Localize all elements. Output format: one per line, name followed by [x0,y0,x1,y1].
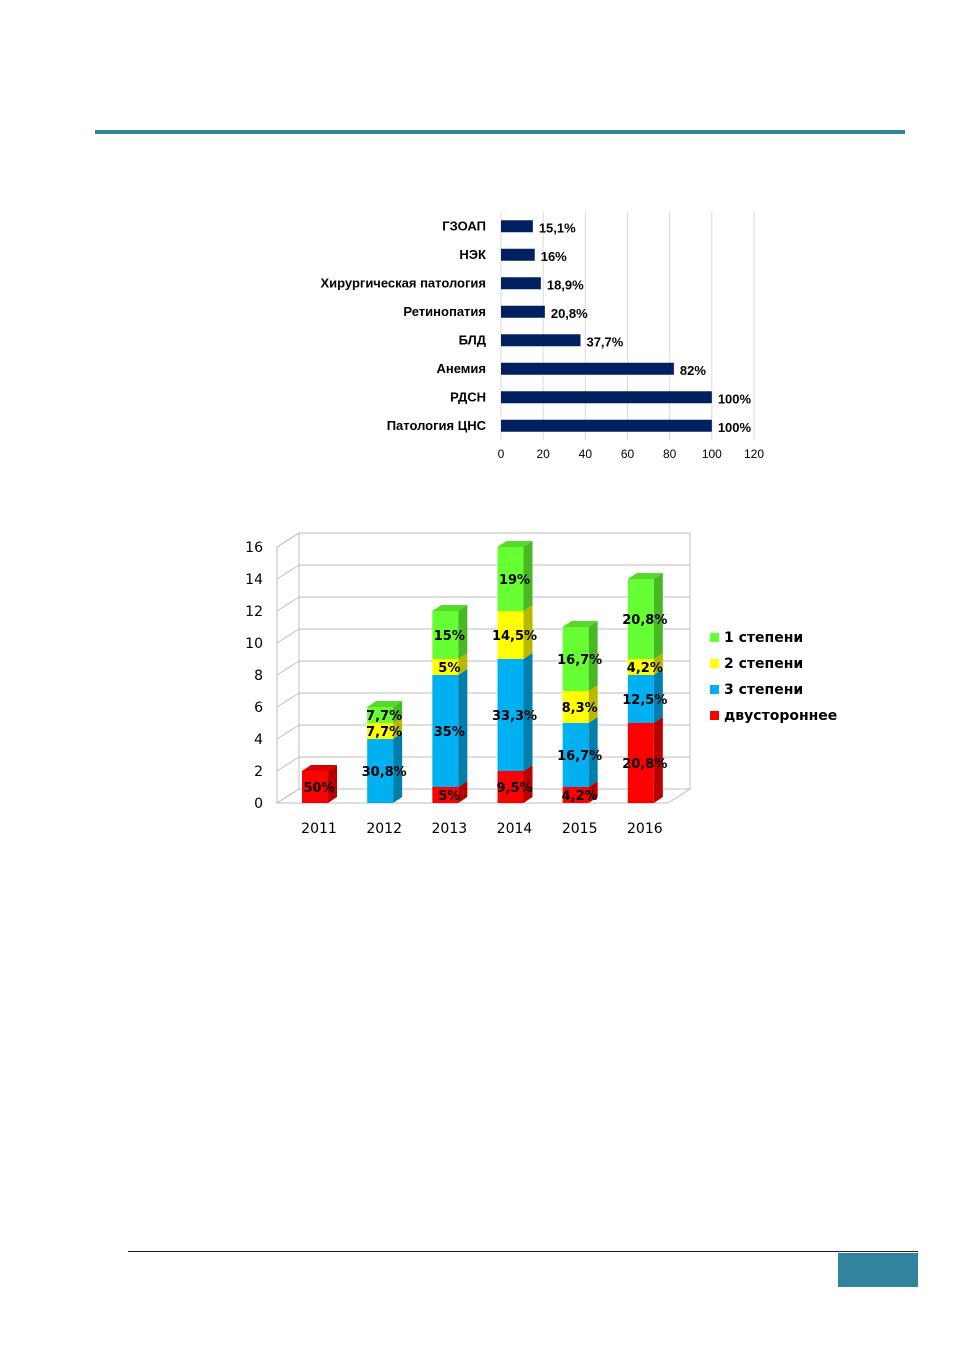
x-tick-label: 2016 [627,821,663,837]
gridline [277,533,690,547]
bar [501,277,541,289]
value-label: 37,7% [586,334,624,350]
legend-swatch [710,685,719,694]
gridline [277,565,690,579]
segment-label: 9,5% [496,781,533,796]
category-label: НЭК [459,246,486,262]
category-label: БЛД [458,332,486,348]
y-tick-label: 16 [245,540,263,556]
complications-bar-chart [250,200,810,480]
bar [501,249,535,261]
x-tick-label: 2013 [431,821,468,837]
legend-label: 1 степени [724,630,804,646]
y-tick-label: 6 [254,700,263,716]
segment-label: 4,2% [626,661,663,676]
category-label: ГЗОАП [442,218,486,234]
bar [501,220,533,232]
bar [501,363,674,375]
legend-label: 3 степени [724,682,804,698]
value-label: 20,8% [550,305,588,321]
bar [501,391,712,403]
y-tick-label: 8 [254,668,263,684]
value-label: 100% [717,391,752,407]
legend-label: двустороннее [724,708,838,724]
value-label: 100% [717,419,752,435]
value-label: 82% [679,362,706,378]
x-tick-label: 120 [743,447,765,461]
segment-label: 16,7% [557,749,603,764]
legend-label: 2 степени [724,656,804,672]
hearing-loss-stacked-chart [225,525,865,855]
x-tick-label: 2012 [366,821,402,837]
x-tick-label: 2014 [496,821,533,837]
bar [501,334,580,346]
y-tick-label: 12 [245,604,263,620]
segment-label: 8,3% [561,701,598,716]
x-tick-label: 0 [497,447,505,461]
header-rule [95,130,905,134]
y-tick-label: 4 [254,732,263,748]
category-label: Хирургическая патология [320,275,486,291]
segment-label: 16,7% [557,653,603,668]
y-tick-label: 2 [254,764,263,780]
segment-label: 4,2% [561,789,598,804]
segment-label: 50% [303,781,335,796]
segment-label: 19% [498,573,531,588]
segment-label: 33,3% [491,709,538,724]
y-tick-label: 10 [245,636,263,652]
value-label: 18,9% [546,277,584,293]
x-tick-label: 2015 [561,821,598,837]
x-tick-label: 100 [701,447,722,461]
value-label: 16% [540,248,567,264]
x-tick-label: 80 [662,447,677,461]
segment-label: 5% [438,789,461,804]
segment-label: 35% [433,725,465,740]
segment-label: 5% [438,661,461,676]
x-tick-label: 40 [578,447,593,461]
y-tick-label: 0 [254,796,263,812]
footer-rule [128,1251,918,1252]
legend-swatch [710,659,719,668]
x-tick-label: 2011 [301,821,337,837]
legend-swatch [710,633,719,642]
legend-swatch [710,711,719,720]
bar [501,306,545,318]
segment-label: 15% [433,629,465,644]
category-label: Патология ЦНС [386,417,486,433]
y-tick-label: 14 [245,572,263,588]
segment-label: 7,7% [366,709,403,724]
page-number-tab [838,1253,918,1287]
segment-label: 20,8% [622,613,668,628]
segment-label: 20,8% [622,757,668,772]
category-label: РДСН [450,389,486,405]
value-label: 15,1% [538,220,576,236]
x-tick-label: 60 [620,447,635,461]
category-label: Ретинопатия [403,303,486,319]
x-tick-label: 20 [536,447,550,461]
category-label: Анемия [436,360,486,376]
segment-label: 7,7% [366,725,403,740]
segment-label: 14,5% [491,629,538,644]
bar [501,420,712,432]
segment-label: 30,8% [361,765,407,780]
segment-label: 12,5% [622,693,668,708]
